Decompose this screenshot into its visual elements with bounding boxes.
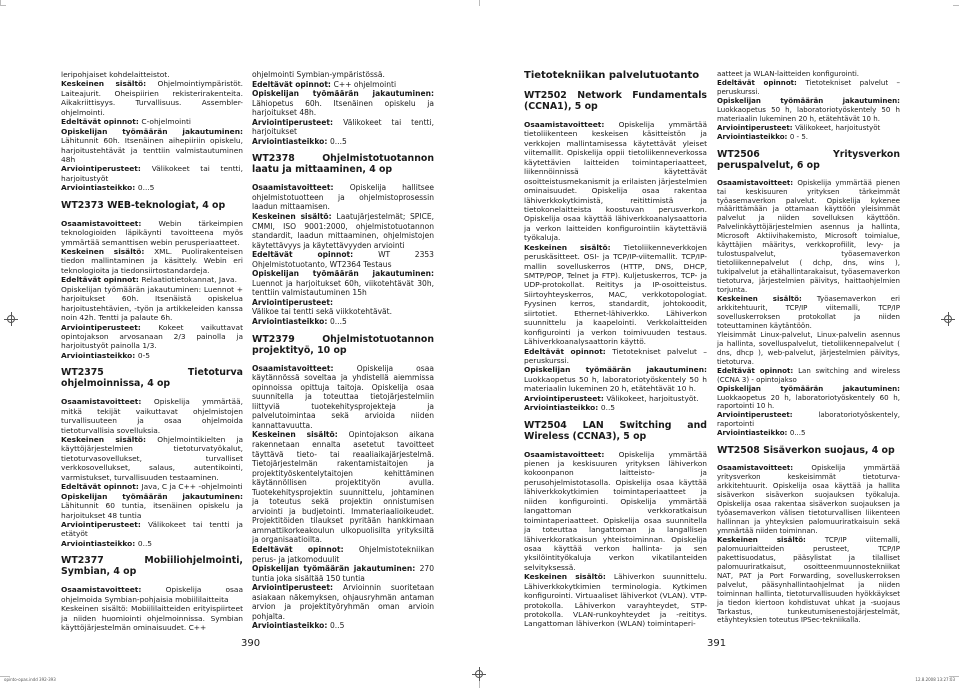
paragraph [524, 403, 707, 412]
text-column-2 [252, 70, 434, 631]
paragraph [61, 117, 243, 126]
paragraph [252, 430, 434, 545]
paragraph [524, 450, 707, 573]
paragraph [717, 385, 900, 412]
field-label: Arviointiasteikko: [252, 136, 330, 146]
field-text: 0...5 [329, 317, 347, 327]
field-label: Arviointiasteikko: [252, 317, 330, 327]
paragraph [717, 464, 900, 536]
field-text: Relaatiotietokannat, Java. [141, 275, 237, 285]
field-label: Opiskelijan työmäärän jakautuminen: [252, 269, 434, 279]
field-label: Edeltävät opinnot: [61, 275, 142, 285]
field-text: Tietotekniset palvelut –peruskurssi. [717, 77, 900, 96]
field-text: Opiskelija ymmärtää pienen ja keskisuuren yrityksen lähiverkon kokoonpanon laitteisto- ja perusohjelmistotasolla. Opiskelija osaa käyttää lähiverkkokytkimien toimintaperiaatteet ja niiden konfigurointi. Opiskelija ymmärtää langattoman verkkoratkaisun toimintaperiaatteet. Opiskelija osaa suunnitella ja toteuttaa langattoman ja langallisen lähiverkkoratkaisun yhteistoiminnan. Opiskelija osaa käyttää verkon hallinta- ja sen yksilöintityökaluja verkon vikatilanteiden selvityksessä. [524, 449, 707, 572]
paragraph [524, 365, 707, 393]
field-text: aatteet ja WLAN-laitteiden konfigurointi. [717, 69, 860, 78]
field-text: Lan switching and wireless (CCNA 3) - opintojakso [717, 365, 900, 384]
field-text: Lähiopetus 60h. Itsenäinen opiskelu ja harjoitukset 48h. [252, 98, 434, 118]
field-text: Yleisimmät Linux-palvelut, Linux-palvelin asennus ja hallinta, sovelluspalvelut, tietoliikennepalvelut ( dns, dhcp ), web-palvelut, järjestelmien päivitys, tietoturva. [717, 329, 900, 366]
paragraph [524, 120, 707, 243]
field-text: Opiskelija osaa ohjelmoida Symbian-pohjaisia mobiililaitteita [61, 585, 243, 604]
course-heading: WT2504 LAN Switching and Wireless (CCNA3), 5 op [524, 419, 707, 442]
paragraph [717, 97, 900, 124]
field-text: Välikokeet, harjoitustyöt. [606, 393, 699, 403]
field-text: Luokkaopetus 20 h, laboratoriotyöskentely 60 h, raportointi 10 h. [717, 392, 900, 411]
field-label: Edeltävät opinnot: [61, 117, 142, 127]
field-text: C-ohjelmointi [141, 117, 191, 127]
field-label: Osaamistavoitteet: [717, 177, 798, 187]
field-text: Luokkaopetus 50 h, laboratoriotyöskentely 50 h materiaalin lukeminen 20 h, etätehtävät 10 h. [524, 374, 707, 394]
field-label: Keskeinen sisältö: [717, 294, 817, 304]
field-label: Arviointiasteikko: [524, 403, 601, 413]
field-label: Osaamistavoitteet: [252, 183, 350, 193]
trim-line-center-bottom [479, 680, 480, 688]
field-text: Opiskelija ymmärtää, mitkä tekijät vaikuttavat ohjelmistojen turvallisuuteen ja osaa ohjelmoida tietoturvallisia sovelluksia. [61, 397, 243, 435]
field-text: XML. Puolirakenteisen tiedon mallintaminen ja käsittely. Webin eri teknologioita ja tiedonsiirtostandardeja. [61, 247, 243, 275]
paragraph [252, 583, 434, 621]
paragraph [61, 127, 243, 165]
paragraph [717, 79, 900, 97]
paragraph [524, 394, 707, 403]
trim-line-center-top [479, 0, 480, 6]
paragraph [61, 219, 243, 247]
course-heading: WT2375 Tietoturva ohjelmoinnissa, 4 op [61, 367, 243, 390]
paragraph [252, 545, 434, 564]
paragraph [717, 411, 900, 429]
field-label: Arviointiperusteet: [61, 519, 148, 529]
paragraph [252, 317, 434, 327]
paragraph [252, 307, 434, 317]
field-text: Luennot ja harjoitukset 60h, viikotehtävät 30h, tenttiin valmistautuminen 15h [252, 278, 434, 298]
field-label: Edeltävät opinnot: [252, 79, 334, 89]
paragraph [61, 323, 243, 351]
field-label: Arviointiasteikko: [61, 183, 138, 193]
field-text: 0..5 [137, 538, 153, 548]
paragraph [61, 520, 243, 539]
paragraph [61, 79, 243, 117]
field-text: leripohjaiset kohdelaitteistot. [61, 70, 170, 79]
field-text: Laatujärjestelmät; SPICE, CMMI, ISO 9001:2000, ohjelmistotuotannon standardit, laadun mittaaminen, ohjelmistojen käytettävyys ja käytettävyyden arviointi [252, 212, 435, 250]
field-label: Arviointiasteikko: [61, 538, 138, 548]
registration-mark-right [941, 312, 955, 326]
field-label: Opiskelijan työmäärän jakautuminen: [61, 491, 243, 501]
paragraph [61, 70, 243, 79]
field-label: Edeltävät opinnot: [524, 346, 613, 356]
field-label: Keskeinen sisältö: [61, 247, 155, 256]
paragraph [61, 183, 243, 192]
field-text: Tietoliikenneverkkojen peruskäsitteet. OSI- ja TCP/IP-viitemallit. TCP/IP-mallin sovelluskerros (HTTP, DNS, DHCP, SMTP/POP, Telnet ja FTP). Kuljetuskerros, TCP- ja UDP-protokollat. Reititys ja IP-osoitteistus. Siirtoyhteyskerros, MAC, verkkotopologiat. Fyysinen kerros, standardit, johtokoodit, siirtotiet. Ethernet-lähiverkko. Lähiverkon suunnittelu ja kaapelointi. Verkkolaitteiden konfigurointi ja verkon toimivuuden testaus. Lähiverkkoanalysaattorin käyttö. [524, 242, 707, 347]
text-column-4 [717, 70, 900, 625]
field-text: Java, C ja C++ -ohjelmointi [141, 482, 243, 492]
page-number-right: 391 [707, 638, 727, 649]
field-text: Keskeinen sisältö: Mobiililaitteiden erityispiirteet ja niiden huomiointi ohjelmoinnissa. Symbian käyttöjärjestelmän ominaisuudet. C++ [61, 604, 243, 632]
field-text: Opiskelijan työmäärän jakautuminen: Luennot + harjoitukset 60h. Itsenäistä opiskelua harjoitustehtävien, -työn ja artikkeleiden kanssa noin 42h. Tentti ja palaute 6h. [61, 284, 243, 323]
field-text: Opiskelija hallitsee ohjelmistotuotteen ja ohjelmistoprosessin laadun mittaamisen. [252, 183, 434, 212]
paragraph [252, 118, 434, 137]
field-text: TCP/IP viitemalli, palomuuriaitteiden perusteet, TCP/IP pakettisuodatus, pääsylistat ja tilalliset palomuuriratkaisut, osoitteenmuunnostekniikat NAT, PAT ja Port Forwarding, sovelluskerroksen palvelut, pääsynhallintaohjelmat ja niiden toiminnan hallinta, tietoturvallisuuden hyökkäykset ja tiedon kiertoon kohdistuvat uhkat ja -suojaus Tarkastus, tunkeutumisenestojärjestelmät, etäyhteyksien toteutus IPSec-tekniikalla. [717, 534, 900, 625]
field-label: Edeltävät opinnot: [717, 77, 806, 87]
paragraph [252, 70, 434, 80]
page-number-left: 390 [241, 638, 261, 649]
field-text: Välikokeet tai tentti ja etätyöt [61, 519, 243, 539]
trim-line-top-right [953, 5, 959, 6]
field-text: Lähitunnit 60h. Itsenäinen aihepiiriin opiskelu, harjoitustehtävät ja tenttiin valmistautuminen 48h [61, 136, 243, 164]
field-label: Keskeinen sisältö: [717, 534, 825, 544]
field-text: 0...5 [137, 183, 155, 193]
field-label: Opiskelijan työmäärän jakautuminen: [252, 89, 434, 99]
field-label: Keskeinen sisältö: [524, 242, 624, 252]
field-label: Arviointiperusteet: [61, 164, 152, 174]
footer-file-info: opinto-opas.indd 392-393 [4, 677, 56, 682]
field-label: Keskeinen sisältö: [252, 430, 349, 440]
paragraph [61, 164, 243, 183]
paragraph [252, 298, 434, 308]
field-text: 0-5 [137, 350, 150, 360]
field-text: Webin tärkeimpien teknologioiden läpikäynti tavoitteena myös ymmärtää semanttisen webin perusperiaatteet. [61, 218, 243, 247]
field-label: Arviointiasteikko: [252, 621, 330, 631]
paragraph [252, 80, 434, 90]
field-text: Arvioinnin suoritetaan asiakaan näkemyksen, ohjausryhmän antaman arvion ja projektityöryhmän oman arvioin pohjalta. [252, 583, 434, 621]
paragraph [524, 243, 707, 347]
field-label: Opiskelijan työmäärän jakautuminen: [61, 126, 243, 136]
field-text: Lähiverkon suunnittelu. Lähiverkkokytkimien terminologia. Kytkimen konfigurointi. Virtuaaliset lähiverkot (VLAN). VTP-protokolla. Lähiverkon varayhteydet, STP-protokolla. VLAN-runkoyhteydet ja -reititys. Langattoman lähiverkon (WLAN) toimintaperi- [524, 572, 707, 629]
paragraph [252, 89, 434, 118]
course-heading: WT2373 WEB-teknologiat, 4 op [61, 199, 226, 211]
field-text: Välikokeet, harjoitustyöt [795, 122, 881, 132]
field-label: Arviointiasteikko: [717, 131, 790, 141]
field-text: Välikokeet tai tentti, harjoitukset [252, 117, 434, 137]
field-label: Keskeinen sisältö: [61, 79, 158, 89]
paragraph [252, 250, 434, 269]
course-heading: WT2378 Ohjelmistotuotannon laatu ja mittaaminen, 4 op [252, 153, 434, 176]
paragraph [252, 212, 434, 250]
field-label: Opiskelijan työmäärän jakautuminen: [717, 383, 900, 393]
registration-mark-left [4, 312, 18, 326]
paragraph [717, 295, 900, 331]
field-text: Välikokeet tai tentti, harjoitustyöt [61, 164, 243, 183]
field-text: 0..5 [329, 621, 345, 631]
paragraph [717, 367, 900, 385]
course-heading: WT2379 Ohjelmistotuotannon projektityö, 10 op [252, 333, 434, 356]
field-text: 0 - 5. [789, 131, 809, 141]
field-text: Välikoe tai tentti sekä viikkotehtävät. [252, 307, 393, 317]
field-label: Arviointiperusteet: [252, 583, 344, 593]
field-text: Opintojakson aikana rakennetaan ennalta asetetut tavoitteet täyttävä tieto- tai reaaliaikajärjestelmä. Tietojärjestelmän rakentamistaitojen ja projektityöskentelytaitojen kehittäminen käytännöllisen projektityön avulla. Tuotekehitysprojektin suunnittelu, johtaminen ja toteutus sekä projektin onnistumisen arviointi ja budjetointi. Immateriaalioikeudet. Projektitöiden tilaukset pyritään hankkimaan ammattikorkeakoulun ulkopuolisilta yrityksiltä ja organisaatioilta. [252, 430, 434, 545]
paragraph [61, 539, 243, 548]
paragraph [717, 429, 900, 438]
field-text: Opiskelija ymmärtää tietoliikenteen keskeisen käsitteistön ja verkkojen mallintamisessa käytettävät yleiset viitemallit. Opiskelija oppii tietoliikenneverkossa käytettävien laitteiden toimintaperiaatteet, liikennöinnissä käytettävät osoitteistusmekanismit ja erilaisten järjestelmien ominaisuudet. Opiskelija osaa rakentaa lähiverkkokytkimistä, reitittimistä ja tietokonelaitteista koostuvan perusverkon. Opiskelija osaa käyttää lähiverkkoanalysaattoria ja verkon laitteiden konfigurointiin käytettäviä työkaluja. [524, 120, 707, 243]
paragraph [61, 492, 243, 520]
field-text: Luokkaopetus 50 h, laboratoriotyöskentely 50 h materiaalin lukeminen 20 h, etätehtävät 10 h. [717, 104, 900, 123]
field-label: Osaamistavoitteet: [252, 363, 357, 373]
paragraph [717, 133, 900, 142]
field-label: Osaamistavoitteet: [61, 397, 154, 407]
paragraph [61, 351, 243, 360]
paragraph [61, 604, 243, 632]
field-text: laboratoriotyöskentely, raportointi [717, 410, 900, 429]
paragraph [524, 572, 707, 629]
field-text: Opiskelija osaa käytännössä soveltaa ja yhdistellä aiemmissa opinnoissa opittuja taitoja. Opiskelija osaa suunnitella ja toteuttaa tietojärjestelmiin liittyviä tuotekehitysprojekteja ja palvelutoimintaa sekä arvioida niiden kannattavuutta. [252, 363, 434, 430]
field-text: C++ ohjelmointi [333, 79, 397, 89]
paragraph [61, 285, 243, 323]
paragraph [252, 564, 434, 583]
course-heading: WT2506 Yritysverkon peruspalvelut, 6 op [717, 148, 900, 171]
field-text: Tietotekniset palvelut –peruskurssi. [524, 346, 707, 365]
paragraph [61, 247, 243, 275]
paragraph [717, 331, 900, 367]
paragraph [61, 397, 243, 435]
field-text: Ohjelmistotekniikan perus- ja jatkomoduulit [252, 544, 434, 564]
field-label: Opiskelijan työmäärän jakautuminen: [524, 365, 707, 375]
field-label: Osaamistavoitteet: [61, 218, 159, 228]
paragraph [252, 364, 434, 431]
field-text: 0...5 [329, 136, 347, 146]
field-label: Keskeinen sisältö: [61, 435, 158, 444]
paragraph [252, 621, 434, 631]
field-label: Arviointiperusteet: [524, 393, 607, 403]
field-label: Osaamistavoitteet: [717, 463, 812, 473]
paragraph [61, 482, 243, 491]
field-label: Edeltävät opinnot: [61, 482, 142, 492]
paragraph [61, 585, 243, 604]
paragraph [524, 347, 707, 366]
course-heading: Tietotekniikan palvelutuotanto [524, 70, 700, 81]
field-text: Työasemaverkon eri arkkitehtuurit, TCP/IP viitemalli, TCP/IP sovelluskerroksen protokollat ja niiden toteuttaminen käytäntöön. [717, 294, 900, 330]
field-text: 0...5 [789, 428, 806, 438]
field-text: Lähitunnit 60 tuntia, itsenäinen opiskelu ja harjoitukset 48 tuntia [61, 501, 243, 520]
field-label: Arviointiperusteet: [252, 297, 333, 307]
field-text: ohjelmointi Symbian-ympäristössä. [252, 70, 385, 79]
field-text: Ohjelmointiympäristöt. Laiteajurit. Oheispiirien rekisterirakenteita. Aikakriittisyys. Turvallisuus. Assembler-ohjelmointi. [61, 79, 243, 117]
field-label: Arviointiperusteet: [717, 410, 819, 420]
field-label: Opiskelijan työmäärän jakautuminen: [717, 95, 900, 105]
registration-mark-bottom [472, 667, 486, 681]
paragraph [61, 435, 243, 482]
course-heading: WT2502 Network Fundamentals (CCNA1), 5 op [524, 90, 707, 112]
field-text: Ohjelmointikielten ja käyttöjärjestelmien tietoturvatyökalut, tietoturvasovellukset, turvalliset verkkosovellukset, salaus, autentikointi, varmistukset, turvallisuuden testaaminen. [61, 435, 244, 482]
field-label: Arviointiperusteet: [61, 322, 159, 332]
field-label: Osaamistavoitteet: [61, 585, 166, 595]
field-label: Arviointiperusteet: [252, 117, 344, 127]
field-text: Opiskelija ymmärtää yritysverkon keskeisimmät tietoturva-arkkitehtuurit. Opiskelija osaa käyttää ja hallita sisäverkon sisäverkon suojauksen työkaluja. Opiskelija osaa rakentaa sisäverkon suojauksen ja työasemaverkon välisen tietoturvallisen liikenteen hallinnan ja yhteyksien palomuuriratkaisuin sekä ymmärtää niiden toiminnan. [717, 463, 901, 535]
field-label: Arviointiasteikko: [717, 428, 790, 438]
paragraph [252, 183, 434, 212]
paragraph [252, 137, 434, 147]
paragraph [61, 275, 243, 284]
text-column-1 [61, 70, 243, 632]
field-label: Opiskelijan työmäärän jakautuminen: [252, 564, 420, 574]
field-label: Osaamistavoitteet: [524, 449, 619, 459]
field-text: WT 2353 Ohjelmistotuotanto, WT2364 Testaus [252, 250, 434, 269]
field-label: Arviointiperusteet: [717, 122, 796, 132]
paragraph [717, 536, 900, 626]
field-text: 270 tuntia joka sisältää 150 tuntia [252, 564, 434, 583]
field-label: Osaamistavoitteet: [524, 120, 619, 129]
footer-timestamp: 12.8.2008 13:27:03 [915, 677, 955, 682]
course-heading: WT2377 Mobiiliohjelmointi, Symbian, 4 op [61, 555, 243, 578]
field-text: Opiskelija ymmärtää pienen tai keskisuuren yrityksen tärkeimmät työasemaverkon palvelut. Opiskelija kykenee määrittämään ja ottamaan käyttöön yleisimmät palvelut ja niiden sovelluksen käyttöön. Palvelinkäyttöjärjestelmien asennus ja hallinta, Microsoft Aktiivihakemisto, Microsoft toimialue, käyttäjien määritys, verkkoprofiilit, levy- ja tulostuspalvelut, työasemaverkon tietoliikennepalvelut ( dchp, dns, wins ), tukipalvelut ja etähallintarakaisut, työasemaverkon tietoturva, järjestelmien päivitys, haittaohjelmien torjunta. [717, 177, 900, 295]
field-text: 0..5 [600, 403, 616, 413]
field-label: Arviointiasteikko: [61, 350, 138, 360]
field-label: Edeltävät opinnot: [252, 544, 359, 554]
field-text: Kokeet vaikuttavat opintojakson arvosanaan 2/3 painolla ja harjoitustyöt painolla 1/3. [61, 322, 243, 351]
field-label: Keskeinen sisältö: [524, 572, 614, 582]
field-label: Keskeinen sisältö: [252, 212, 337, 222]
paragraph [252, 269, 434, 298]
course-heading: WT2508 Sisäverkon suojaus, 4 op [717, 445, 895, 457]
paragraph [717, 179, 900, 295]
text-column-3 [524, 70, 707, 629]
trim-line-top-left [0, 5, 6, 6]
field-label: Edeltävät opinnot: [252, 250, 379, 260]
field-label: Edeltävät opinnot: [717, 365, 799, 375]
